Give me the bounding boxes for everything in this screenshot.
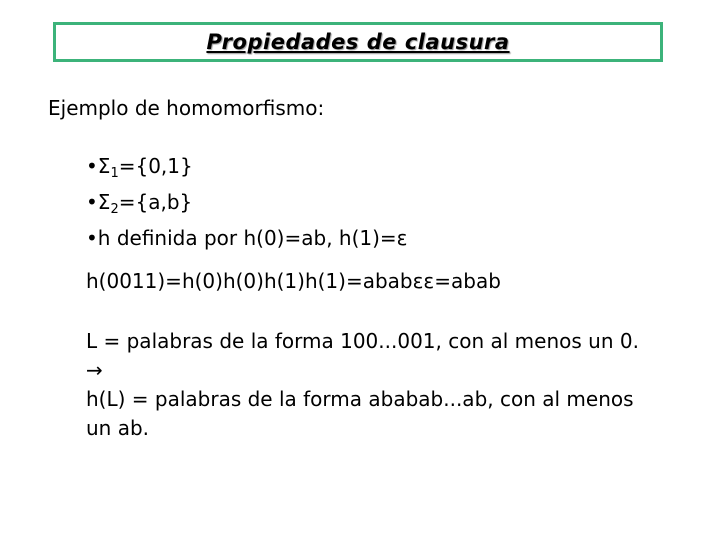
h-definition-text: h definida por h(0)=ab, h(1)=ε: [97, 226, 408, 250]
slide-title: Propiedades de clausura: [206, 30, 510, 54]
bullet-sigma2: [86, 188, 407, 224]
bullet-icon: •: [86, 190, 98, 214]
language-hl-line-cont: un ab.: [86, 416, 150, 440]
bullet-h-definition: [86, 224, 407, 253]
sigma-symbol: Σ: [97, 154, 111, 178]
language-hl-line: h(L) = palabras de la forma ababab...ab, con al menos: [86, 387, 634, 411]
implies-arrow-icon: →: [86, 358, 103, 382]
sigma-definition: ={a,b}: [118, 190, 193, 214]
language-description: [86, 327, 686, 443]
sigma-index: 1: [110, 166, 119, 181]
bullet-sigma1: [86, 152, 407, 188]
language-l-line: L = palabras de la forma 100...001, con al menos un 0.: [86, 329, 639, 353]
bullet-icon: •: [86, 226, 98, 250]
definition-list: [86, 152, 407, 253]
bullet-icon: •: [86, 154, 98, 178]
sigma-symbol: Σ: [97, 190, 111, 214]
title-box: [53, 22, 663, 62]
sigma-definition: ={0,1}: [118, 154, 193, 178]
sigma-index: 2: [110, 202, 119, 217]
homomorphism-example: h(0011)=h(0)h(0)h(1)h(1)=ababεε=abab: [86, 269, 501, 293]
example-heading: Ejemplo de homomorfismo:: [48, 96, 325, 120]
